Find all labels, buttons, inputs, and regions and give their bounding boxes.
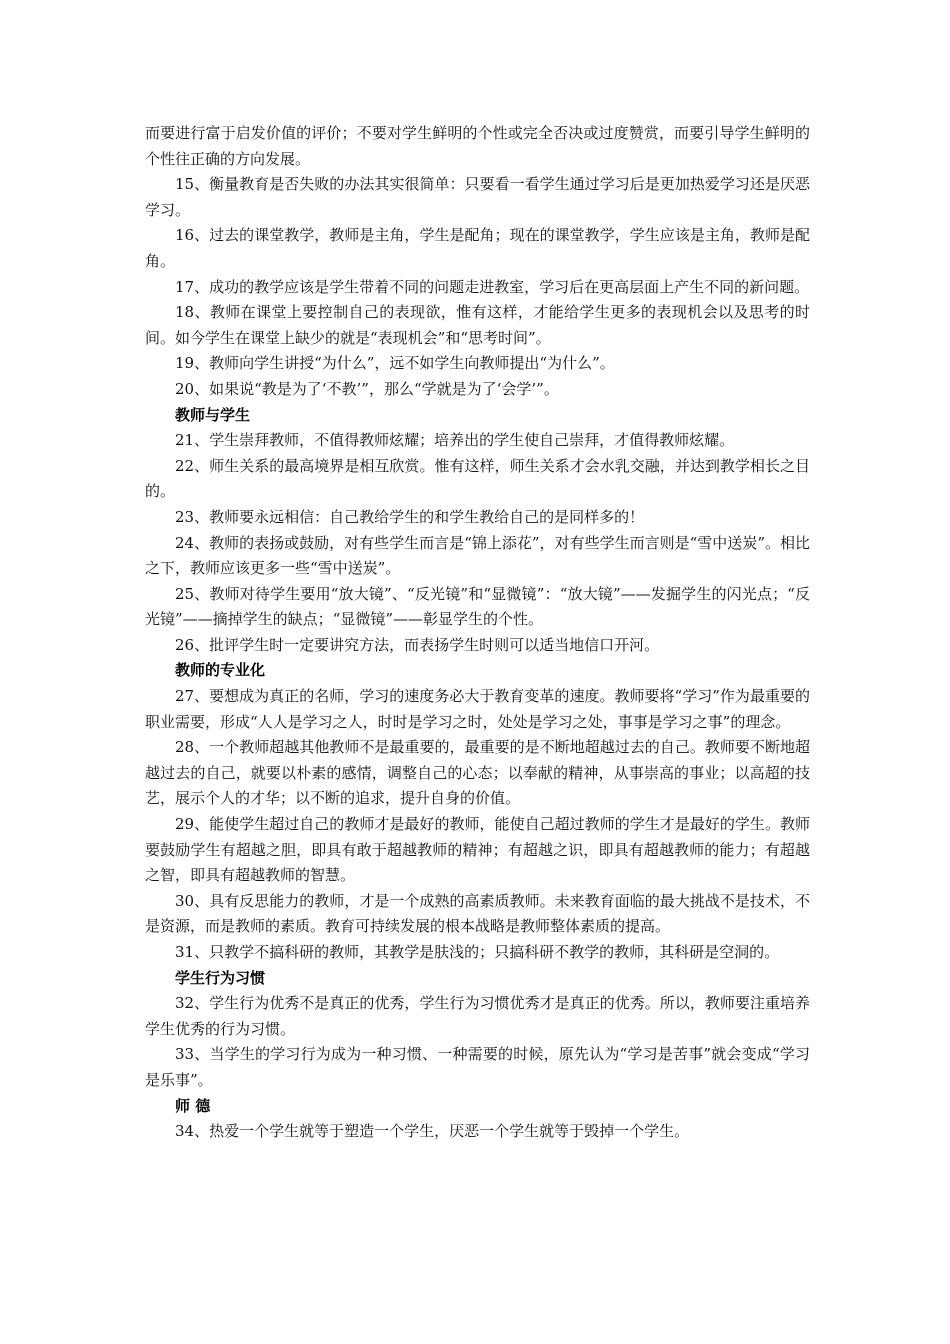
paragraph-29: 29、能使学生超过自己的教师才是最好的教师，能使自己超过教师的学生才是最好的学生。教师要鼓励学生有超越之胆，即具有敢于超越教师的精神；有超越之识，即具有超越教师的能力；有超越之智，即具有超越教师的智慧。 <box>145 815 810 885</box>
section-heading-teacher-ethics: 师 德 <box>175 1096 211 1115</box>
section-heading-professionalization: 教师的专业化 <box>175 661 266 680</box>
paragraph-30: 30、具有反思能力的教师，才是一个成熟的高素质教师。未来教育面临的最大挑战不是技术，不是资源，而是教师的素质。教育可持续发展的根本战略是教师整体素质的提高。 <box>145 891 810 936</box>
paragraph-19: 19、教师向学生讲授“为什么”，远不如学生向教师提出“为什么”。 <box>175 354 615 373</box>
paragraph-33: 33、当学生的学习行为成为一种习惯、一种需要的时候，原先认为“学习是苦事”就会变成“学习是乐事”。 <box>145 1045 810 1089</box>
paragraph-15: 15、衡量教育是否失败的办法其实很简单：只要看一看学生通过学习后是更加热爱学习还是厌恶学习。 <box>145 175 810 219</box>
section-heading-teacher-student: 教师与学生 <box>175 405 251 424</box>
paragraph-16: 16、过去的课堂教学，教师是主角，学生是配角；现在的课堂教学，学生应该是主角，教师是配角。 <box>145 226 810 270</box>
paragraph-32: 32、学生行为优秀不是真正的优秀，学生行为习惯优秀才是真正的优秀。所以，教师要注重培养学生优秀的行为习惯。 <box>145 994 810 1038</box>
paragraph-27: 27、要想成为真正的名师，学习的速度务必大于教育变革的速度。教师要将“学习”作为最重要的职业需要，形成“人人是学习之人，时时是学习之时，处处是学习之处，事事是学习之事”的理念。 <box>145 687 810 731</box>
paragraph-20: 20、如果说“教是为了‘不教’”，那么“学就是为了‘会学’”。 <box>175 379 559 398</box>
paragraph-22: 22、师生关系的最高境界是相互欣赏。惟有这样，师生关系才会水乳交融，并达到教学相长之目的。 <box>145 456 810 501</box>
paragraph-23: 23、教师要永远相信：自己教给学生的和学生教给自己的是同样多的！ <box>175 507 645 526</box>
paragraph-24: 24、教师的表扬或鼓励，对有些学生而言是“锦上添花”，对有些学生而言则是“雪中送炭”。相比之下，教师应该更多一些“雪中送炭”。 <box>145 533 810 578</box>
section-heading-student-habits: 学生行为习惯 <box>175 968 266 987</box>
document-page <box>145 121 810 1145</box>
paragraph-28: 28、一个教师超越其他教师不是最重要的，最重要的是不断地超越过去的自己。教师要不断地超越过去的自己，就要以朴素的感情，调整自己的心态；以奉献的精神，从事崇高的事业；以高超的技艺，展示个人的才华；以不断的追求，提升自身的价值。 <box>145 738 810 808</box>
paragraph-26: 26、批评学生时一定要讲究方法，而表扬学生时则可以适当地信口开河。 <box>175 635 660 654</box>
paragraph-31: 31、只教学不搞科研的教师，其教学是肤浅的；只搞科研不教学的教师，其科研是空洞的。 <box>175 943 780 961</box>
paragraph-17: 17、成功的教学应该是学生带着不同的问题走进教室，学习后在更高层面上产生不同的新问题。 <box>175 277 810 296</box>
paragraph-34: 34、热爱一个学生就等于塑造一个学生，厌恶一个学生就等于毁掉一个学生。 <box>175 1122 690 1141</box>
paragraph-18: 18、教师在课堂上要控制自己的表现欲，惟有这样，才能给学生更多的表现机会以及思考的时间。如今学生在课堂上缺少的就是“表现机会”和“思考时间”。 <box>145 303 810 347</box>
paragraph-21: 21、学生崇拜教师，不值得教师炫耀；培养出的学生使自己崇拜，才值得教师炫耀。 <box>175 431 735 450</box>
paragraph-continuation: 而要进行富于启发价值的评价；不要对学生鲜明的个性或完全否决或过度赞赏，而要引导学生鲜明的个性往正确的方向发展。 <box>145 124 810 168</box>
paragraph-25: 25、教师对待学生要用“放大镜”、“反光镜”和“显微镜”：“放大镜”——发掘学生的闪光点；“反光镜”——摘掉学生的缺点；“显微镜”——彰显学生的个性。 <box>145 584 810 629</box>
